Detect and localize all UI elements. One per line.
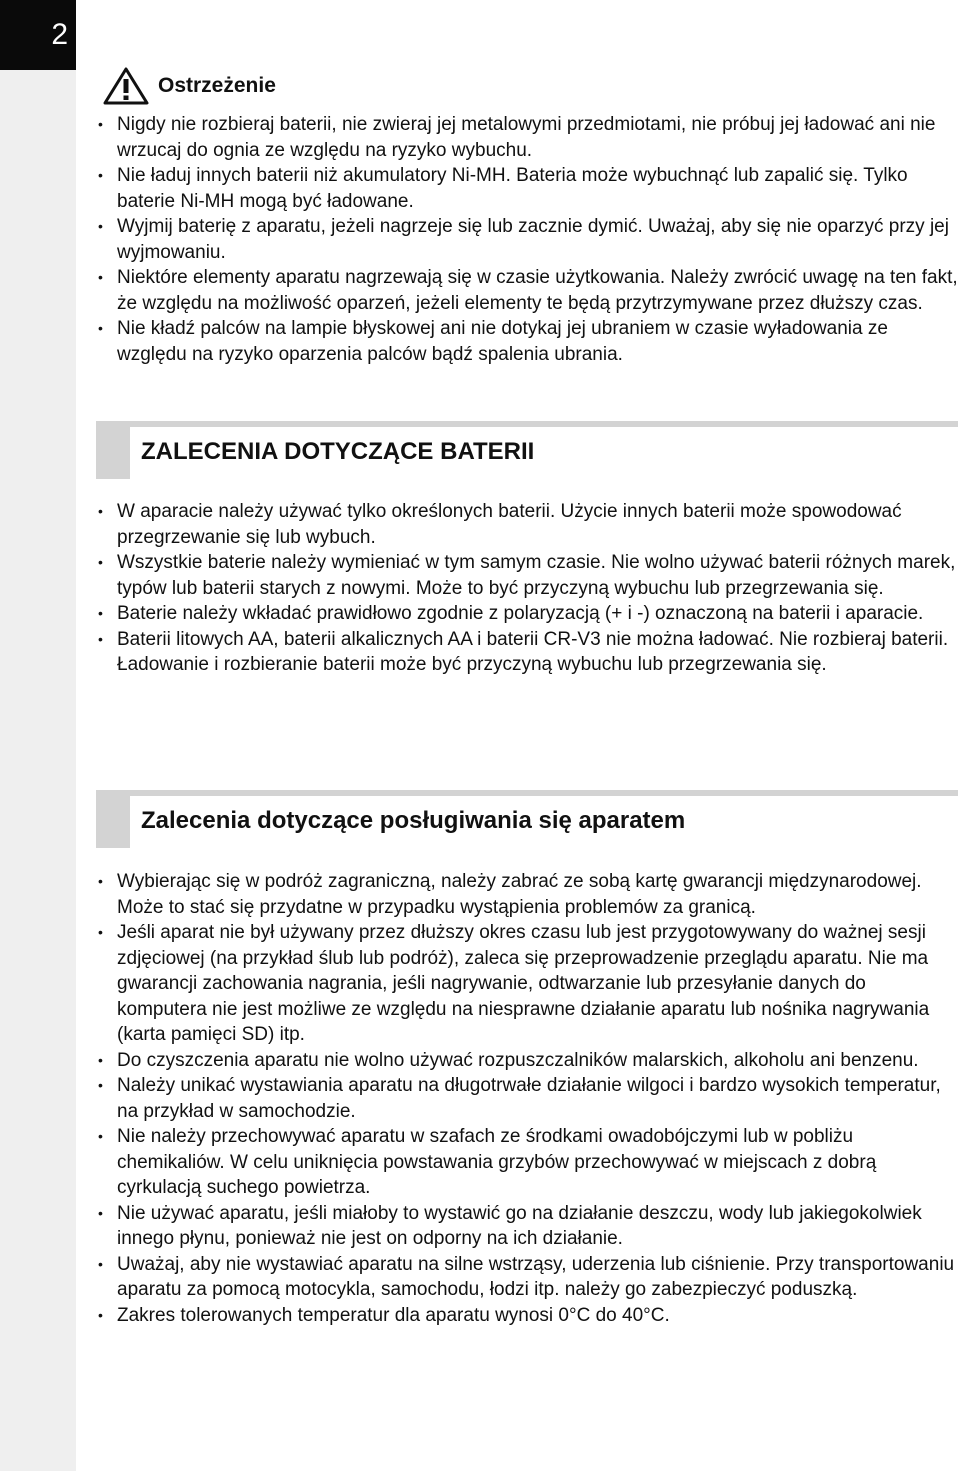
warning-title: Ostrzeżenie	[158, 74, 276, 97]
section-rule	[130, 790, 958, 796]
list-item: • Wybierając się w podróż zagraniczną, należy zabrać ze sobą kartę gwarancji międzynarodowej. Może to stać się przydatne w przypadku wystąpienia problemów za granicą.	[96, 869, 958, 920]
list-item: • Nigdy nie rozbieraj baterii, nie zwieraj jej metalowymi przedmiotami, nie próbuj jej ładować ani nie wrzucaj do ognia ze względu na ryzyko wybuchu.	[96, 112, 958, 163]
list-item: • W aparacie należy używać tylko określonych baterii. Użycie innych baterii może spowodować przegrzewanie się lub wybuch.	[96, 499, 958, 550]
warning-list	[96, 112, 958, 367]
list-item: • Wszystkie baterie należy wymieniać w tym samym czasie. Nie wolno używać baterii różnych marek, typów lub baterii starych z nowymi. Może to być przyczyną wybuchu lub przegrzewania się.	[96, 550, 958, 601]
list-item: • Nie należy przechowywać aparatu w szafach ze środkami owadobójczymi lub w pobliżu chemikaliów. W celu uniknięcia powstawania grzybów przechowywać w miejscach z dobrą cyrkulacją suchego powietrza.	[96, 1124, 958, 1201]
list-item: • Do czyszczenia aparatu nie wolno używać rozpuszczalników malarskich, alkoholu ani benzenu.	[96, 1048, 958, 1074]
list-item: • Nie kładź palców na lampie błyskowej ani nie dotykaj jej ubraniem w czasie wyładowania ze względu na ryzyko oparzenia palców bądź spalenia ubrania.	[96, 316, 958, 367]
camera-list	[96, 869, 958, 1328]
left-margin-strip	[0, 70, 76, 1471]
list-item: • Niektóre elementy aparatu nagrzewają się w czasie użytkowania. Należy zwrócić uwagę na ten fakt, że względu na możliwość oparzeń, jeżeli elementy te będą przytrzymywane przez dłuższy czas.	[96, 265, 958, 316]
list-item: • Nie ładuj innych baterii niż akumulatory Ni-MH. Bateria może wybuchnąć lub zapalić się. Tylko baterie Ni-MH mogą być ładowane.	[96, 163, 958, 214]
section-accent	[96, 421, 130, 479]
list-item: • Wyjmij baterię z aparatu, jeżeli nagrzeje się lub zacznie dymić. Uważaj, aby się nie oparzyć przy jej wyjmowaniu.	[96, 214, 958, 265]
section-title: Zalecenia dotyczące posługiwania się aparatem	[141, 807, 686, 834]
list-item: • Uważaj, aby nie wystawiać aparatu na silne wstrząsy, uderzenia lub ciśnienie. Przy transportowaniu aparatu za pomocą motocykla, samochodu, łodzi itp. należy go zabezpieczyć poduszką.	[96, 1252, 958, 1303]
list-item: • Baterii litowych AA, baterii alkalicznych AA i baterii CR-V3 nie można ładować. Nie rozbieraj baterii. Ładowanie i rozbieranie baterii może być przyczyną wybuchu lub przegrzewania się.	[96, 627, 958, 678]
list-item: • Baterie należy wkładać prawidłowo zgodnie z polaryzacją (+ i -) oznaczoną na baterii i aparacie.	[96, 601, 958, 627]
section-accent	[96, 790, 130, 848]
list-item: • Nie używać aparatu, jeśli miałoby to wystawić go na działanie deszczu, wody lub jakiegokolwiek innego płynu, ponieważ nie jest on odporny na ich działanie.	[96, 1201, 958, 1252]
battery-list	[96, 499, 958, 678]
section-rule	[130, 421, 958, 427]
list-item: • Zakres tolerowanych temperatur dla aparatu wynosi 0°C do 40°C.	[96, 1303, 958, 1329]
warning-triangle-icon	[102, 66, 150, 106]
battery-section-header	[96, 421, 958, 479]
section-title: ZALECENIA DOTYCZĄCE BATERII	[141, 438, 535, 465]
list-item: • Jeśli aparat nie był używany przez dłuższy okres czasu lub jest przygotowywany do ważnej sesji zdjęciowej (na przykład ślub lub podróż), zaleca się przeprowadzenie przeglądu aparatu. Nie ma gwarancji zachowania nagrania, jeśli nagrywanie, odtwarzanie lub przesyłanie danych do komputera nie jest możliwe ze względu na niesprawne działanie aparatu lub nośnika nagrywania (karta pamięci SD) itp.	[96, 920, 958, 1048]
page-number: 2	[0, 0, 76, 70]
camera-section-header	[96, 790, 958, 848]
list-item: • Należy unikać wystawiania aparatu na długotrwałe działanie wilgoci i bardzo wysokich temperatur, na przykład w samochodzie.	[96, 1073, 958, 1124]
warning-header	[102, 66, 276, 106]
